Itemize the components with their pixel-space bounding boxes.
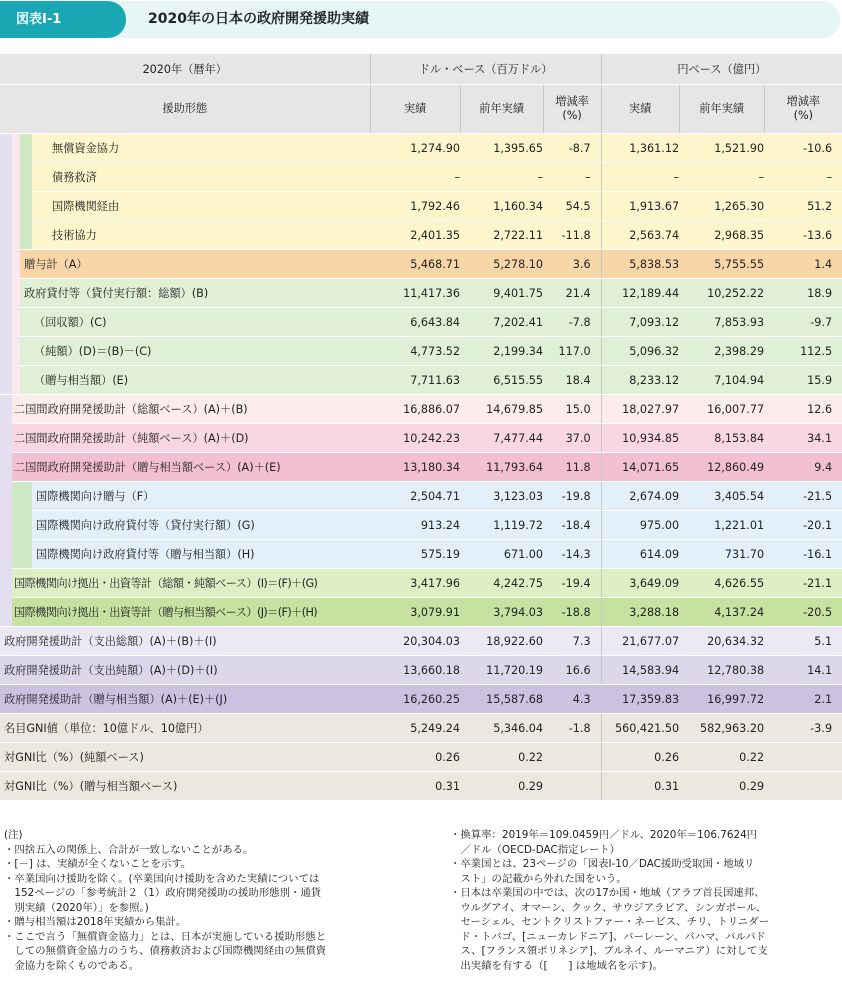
usd-prev: 0.29	[460, 772, 543, 801]
jpy-prev: 8,153.84	[679, 424, 764, 453]
usd-actual: 5,249.24	[370, 714, 460, 743]
usd-actual: 20,304.03	[370, 627, 460, 656]
jpy-prev: 16,007.77	[679, 395, 764, 424]
usd-change: 15.0	[543, 395, 601, 424]
jpy-actual: 0.26	[601, 743, 679, 772]
row-label: 債務救済	[32, 163, 370, 192]
jpy-change: -16.1	[764, 540, 842, 569]
jpy-change: 5.1	[764, 627, 842, 656]
note-line: ス、[フランス領ポリネシア]、ブルネイ、ルーマニア）に対して支	[450, 945, 768, 957]
group-bar-bilateral	[12, 134, 20, 395]
jpy-prev: 0.29	[679, 772, 764, 801]
usd-actual: 16,260.25	[370, 685, 460, 714]
row-label: （純額）(D)＝(B)－(C)	[20, 337, 370, 366]
usd-change: 54.5	[543, 192, 601, 221]
table-row	[0, 308, 842, 337]
usd-prev: 15,587.68	[460, 685, 543, 714]
table-row	[0, 656, 842, 685]
jpy-prev: –	[679, 163, 764, 192]
usd-actual: 575.19	[370, 540, 460, 569]
table-row	[0, 540, 842, 569]
jpy-change: -21.5	[764, 482, 842, 511]
note-line: 金協力を除くものである。	[4, 959, 140, 972]
row-label: 二国間政府開発援助計（純額ベース）(A)＋(D)	[12, 424, 370, 453]
jpy-prev: 1,265.30	[679, 192, 764, 221]
row-label: 政府開発援助計（贈与相当額）(A)＋(E)＋(J)	[0, 685, 370, 714]
note-line: ド・トバゴ、[ニューカレドニア]、バーレーン、バハマ、バルバド	[450, 930, 766, 943]
usd-change	[543, 772, 601, 801]
usd-actual: 10,242.23	[370, 424, 460, 453]
usd-actual: 4,773.52	[370, 337, 460, 366]
usd-change: -7.8	[543, 308, 601, 337]
usd-change: 7.3	[543, 627, 601, 656]
col-change-label: 増減率	[786, 95, 821, 108]
usd-change: 3.6	[543, 250, 601, 279]
figure-label: 図表Ⅰ-1	[0, 1, 126, 38]
usd-change: 16.6	[543, 656, 601, 685]
jpy-actual: 1,913.67	[601, 192, 679, 221]
row-label: 二国間政府開発援助計（総額ベース）(A)＋(B)	[12, 395, 370, 424]
row-label: 名目GNI値（単位：10億ドル、10億円）	[0, 714, 370, 743]
usd-change: 18.4	[543, 366, 601, 395]
notes-right	[450, 828, 840, 973]
jpy-prev: 1,221.01	[679, 511, 764, 540]
usd-actual: 13,180.34	[370, 453, 460, 482]
year-header: 2020年（暦年）	[0, 54, 370, 85]
group-bar-grants	[20, 134, 32, 250]
jpy-change: -20.1	[764, 511, 842, 540]
table-row	[0, 598, 842, 627]
table-row	[0, 163, 842, 192]
usd-change: 11.8	[543, 453, 601, 482]
aid-type-header: 援助形態	[0, 85, 370, 134]
jpy-actual: 18,027.97	[601, 395, 679, 424]
note-line: ・贈与相当額は2018年実績から集計。	[4, 916, 187, 928]
row-label: 対GNI比（%）(純額ベース)	[0, 743, 370, 772]
jpy-prev: 12,780.38	[679, 656, 764, 685]
table-row	[0, 192, 842, 221]
note-line: セーシェル、セントクリストファー・ネービス、チリ、トリニダー	[450, 916, 770, 928]
jpy-actual: 12,189.44	[601, 279, 679, 308]
row-label: 国際機関向け拠出・出資等計（総額・純額ベース）(I)＝(F)＋(G)	[12, 569, 370, 598]
jpy-actual: 0.31	[601, 772, 679, 801]
row-label: （回収額）(C)	[20, 308, 370, 337]
jpy-change: 1.4	[764, 250, 842, 279]
usd-change: 21.4	[543, 279, 601, 308]
yen-header: 円ベース（億円）	[601, 54, 842, 85]
jpy-actual: 560,421.50	[601, 714, 679, 743]
usd-prev: 5,278.10	[460, 250, 543, 279]
group-bar-total	[0, 395, 12, 627]
usd-actual: 1,274.90	[370, 134, 460, 163]
usd-change: -11.8	[543, 221, 601, 250]
usd-actual: 6,643.84	[370, 308, 460, 337]
row-label: 政府開発援助計（支出純額）(A)＋(D)＋(I)	[0, 656, 370, 685]
table-row	[0, 772, 842, 801]
jpy-prev: 4,626.55	[679, 569, 764, 598]
table-row	[0, 337, 842, 366]
col-change-unit: (%)	[793, 109, 814, 122]
table-row	[0, 569, 842, 598]
jpy-prev: 2,968.35	[679, 221, 764, 250]
usd-prev: 1,395.65	[460, 134, 543, 163]
usd-change: 117.0	[543, 337, 601, 366]
usd-prev: 1,119.72	[460, 511, 543, 540]
jpy-actual: 14,071.65	[601, 453, 679, 482]
jpy-actual: 10,934.85	[601, 424, 679, 453]
note-line: ・卒業国向け援助を除く。(卒業国向け援助を含めた実績については	[4, 872, 320, 885]
table-row	[0, 395, 842, 424]
usd-change: -19.8	[543, 482, 601, 511]
usd-actual: 0.26	[370, 743, 460, 772]
usd-prev: 11,720.19	[460, 656, 543, 685]
jpy-actual: 1,361.12	[601, 134, 679, 163]
usd-change: –	[543, 163, 601, 192]
row-label: 国際機関向け贈与（F）	[32, 482, 370, 511]
jpy-actual: –	[601, 163, 679, 192]
usd-actual: 0.31	[370, 772, 460, 801]
jpy-change: 9.4	[764, 453, 842, 482]
usd-prev: 671.00	[460, 540, 543, 569]
jpy-actual: 14,583.94	[601, 656, 679, 685]
usd-prev: 2,722.11	[460, 221, 543, 250]
usd-prev: 1,160.34	[460, 192, 543, 221]
usd-prev: 11,793.64	[460, 453, 543, 482]
note-line: ・換算率：2019年＝109.0459円／ドル、2020年＝106.7624円	[450, 829, 758, 841]
table-row	[0, 453, 842, 482]
row-label: 国際機関向け政府貸付等（贈与相当額）(H)	[32, 540, 370, 569]
jpy-prev: 7,853.93	[679, 308, 764, 337]
table-row	[0, 627, 842, 656]
usd-actual: 7,711.63	[370, 366, 460, 395]
usd-prev: 9,401.75	[460, 279, 543, 308]
col-change-jpy	[764, 85, 842, 134]
note-line: ・ここで言う「無償資金協力」とは、日本が実施している援助形態と	[4, 930, 327, 943]
row-label: 政府貸付等（貸付実行額：総額）(B)	[20, 279, 370, 308]
jpy-prev: 0.22	[679, 743, 764, 772]
table-row	[0, 511, 842, 540]
usd-actual: 3,417.96	[370, 569, 460, 598]
figure-header	[0, 0, 842, 40]
table-row	[0, 743, 842, 772]
col-change-label: 増減率	[555, 95, 589, 108]
jpy-prev: 20,634.32	[679, 627, 764, 656]
table-row	[0, 424, 842, 453]
usd-prev: 7,477.44	[460, 424, 543, 453]
jpy-change: -9.7	[764, 308, 842, 337]
usd-actual: 11,417.36	[370, 279, 460, 308]
col-actual-jpy: 実績	[601, 85, 679, 134]
jpy-change: 14.1	[764, 656, 842, 685]
jpy-actual: 2,563.74	[601, 221, 679, 250]
jpy-prev: 7,104.94	[679, 366, 764, 395]
table-row	[0, 366, 842, 395]
usd-actual: 3,079.91	[370, 598, 460, 627]
note-line: ・日本は卒業国の中では、次の17か国・地域（アラブ首長国連邦、	[450, 887, 765, 899]
note-line: 出実績を有する（[ ] は地域名を示す)。	[450, 959, 663, 972]
notes-left	[4, 828, 416, 973]
figure-title: 2020年の日本の政府開発援助実績	[148, 11, 369, 27]
group-bar-multilateral	[12, 482, 32, 569]
usd-change: -1.8	[543, 714, 601, 743]
usd-prev: 6,515.55	[460, 366, 543, 395]
row-label: 技術協力	[32, 221, 370, 250]
table-row	[0, 482, 842, 511]
jpy-actual: 5,096.32	[601, 337, 679, 366]
usd-actual: 2,504.71	[370, 482, 460, 511]
usd-prev: 3,794.03	[460, 598, 543, 627]
jpy-change: 12.6	[764, 395, 842, 424]
col-prev-usd: 前年実績	[460, 85, 543, 134]
jpy-prev: 731.70	[679, 540, 764, 569]
row-label: 無償資金協力	[32, 134, 370, 163]
dollar-header: ドル・ベース（百万ドル）	[370, 54, 601, 85]
jpy-actual: 3,288.18	[601, 598, 679, 627]
row-label: （贈与相当額）(E)	[20, 366, 370, 395]
note-line: しての無償資金協力のうち、債務救済および国際機関経由の無償資	[4, 945, 327, 957]
usd-prev: 0.22	[460, 743, 543, 772]
note-line: 別実績（2020年）」を参照。)	[4, 901, 149, 914]
jpy-change: 18.9	[764, 279, 842, 308]
row-label: 政府開発援助計（支出総額）(A)＋(B)＋(I)	[0, 627, 370, 656]
col-change-usd	[543, 85, 601, 134]
note-line: ウルグアイ、オマーン、クック、サウジアラビア、シンガポール、	[450, 901, 767, 914]
note-line: ／ドル（OECD-DAC指定レート）	[450, 843, 621, 856]
jpy-change: -13.6	[764, 221, 842, 250]
group-bar-total	[0, 134, 12, 395]
note-line: ・卒業国とは、23ページの「図表Ⅰ-10／DAC援助受取国・地域リ	[450, 858, 755, 870]
row-label: 国際機関向け政府貸付等（貸付実行額）(G)	[32, 511, 370, 540]
row-label: 贈与計（A）	[20, 250, 370, 279]
usd-actual: 913.24	[370, 511, 460, 540]
jpy-prev: 3,405.54	[679, 482, 764, 511]
table-row	[0, 221, 842, 250]
jpy-change	[764, 772, 842, 801]
table-row	[0, 685, 842, 714]
jpy-actual: 3,649.09	[601, 569, 679, 598]
usd-actual: 13,660.18	[370, 656, 460, 685]
usd-actual: 1,792.46	[370, 192, 460, 221]
usd-actual: 5,468.71	[370, 250, 460, 279]
jpy-change: 34.1	[764, 424, 842, 453]
usd-change	[543, 743, 601, 772]
usd-change: -14.3	[543, 540, 601, 569]
usd-change: -19.4	[543, 569, 601, 598]
row-label: 二国間政府開発援助計（贈与相当額ベース）(A)＋(E)	[12, 453, 370, 482]
jpy-change: 2.1	[764, 685, 842, 714]
row-label: 対GNI比（%）(贈与相当額ベース)	[0, 772, 370, 801]
row-label: 国際機関経由	[32, 192, 370, 221]
jpy-change: -10.6	[764, 134, 842, 163]
jpy-change	[764, 743, 842, 772]
table-row	[0, 250, 842, 279]
jpy-actual: 975.00	[601, 511, 679, 540]
jpy-prev: 4,137.24	[679, 598, 764, 627]
usd-prev: 5,346.04	[460, 714, 543, 743]
jpy-change: -21.1	[764, 569, 842, 598]
usd-prev: –	[460, 163, 543, 192]
table-row	[0, 134, 842, 163]
row-label: 国際機関向け拠出・出資等計（贈与相当額ベース）(J)＝(F)＋(H)	[12, 598, 370, 627]
usd-prev: 18,922.60	[460, 627, 543, 656]
note-line: ・四捨五入の関係上、合計が一致しないことがある。	[4, 843, 254, 856]
jpy-prev: 12,860.49	[679, 453, 764, 482]
usd-prev: 7,202.41	[460, 308, 543, 337]
usd-prev: 14,679.85	[460, 395, 543, 424]
usd-change: -18.8	[543, 598, 601, 627]
note-line: ・[－] は、実績が全くないことを示す。	[4, 858, 192, 870]
jpy-prev: 10,252.22	[679, 279, 764, 308]
col-change-unit: (%)	[562, 109, 582, 122]
col-actual-usd: 実績	[370, 85, 460, 134]
jpy-prev: 2,398.29	[679, 337, 764, 366]
jpy-change: 112.5	[764, 337, 842, 366]
usd-prev: 3,123.03	[460, 482, 543, 511]
usd-change: -8.7	[543, 134, 601, 163]
jpy-change: –	[764, 163, 842, 192]
jpy-prev: 5,755.55	[679, 250, 764, 279]
jpy-change: -20.5	[764, 598, 842, 627]
note-line: スト」の記載から外れた国をいう。	[450, 872, 627, 885]
jpy-change: 15.9	[764, 366, 842, 395]
jpy-actual: 5,838.53	[601, 250, 679, 279]
note-line: 152ページの「参考統計２（1）政府開発援助の援助形態別・通貨	[4, 887, 322, 899]
jpy-prev: 16,997.72	[679, 685, 764, 714]
usd-change: 37.0	[543, 424, 601, 453]
jpy-prev: 582,963.20	[679, 714, 764, 743]
table-row	[0, 279, 842, 308]
table-row	[0, 714, 842, 743]
header-row-2	[0, 85, 842, 134]
jpy-actual: 17,359.83	[601, 685, 679, 714]
jpy-actual: 21,677.07	[601, 627, 679, 656]
jpy-change: 51.2	[764, 192, 842, 221]
oda-table	[0, 54, 842, 801]
header-row-1	[0, 54, 842, 85]
jpy-prev: 1,521.90	[679, 134, 764, 163]
jpy-change: -3.9	[764, 714, 842, 743]
jpy-actual: 7,093.12	[601, 308, 679, 337]
usd-actual: –	[370, 163, 460, 192]
col-prev-jpy: 前年実績	[679, 85, 764, 134]
jpy-actual: 8,233.12	[601, 366, 679, 395]
usd-actual: 2,401.35	[370, 221, 460, 250]
usd-change: -18.4	[543, 511, 601, 540]
usd-prev: 2,199.34	[460, 337, 543, 366]
usd-actual: 16,886.07	[370, 395, 460, 424]
jpy-actual: 2,674.09	[601, 482, 679, 511]
note-line: (注)	[4, 829, 23, 841]
usd-change: 4.3	[543, 685, 601, 714]
jpy-actual: 614.09	[601, 540, 679, 569]
usd-prev: 4,242.75	[460, 569, 543, 598]
